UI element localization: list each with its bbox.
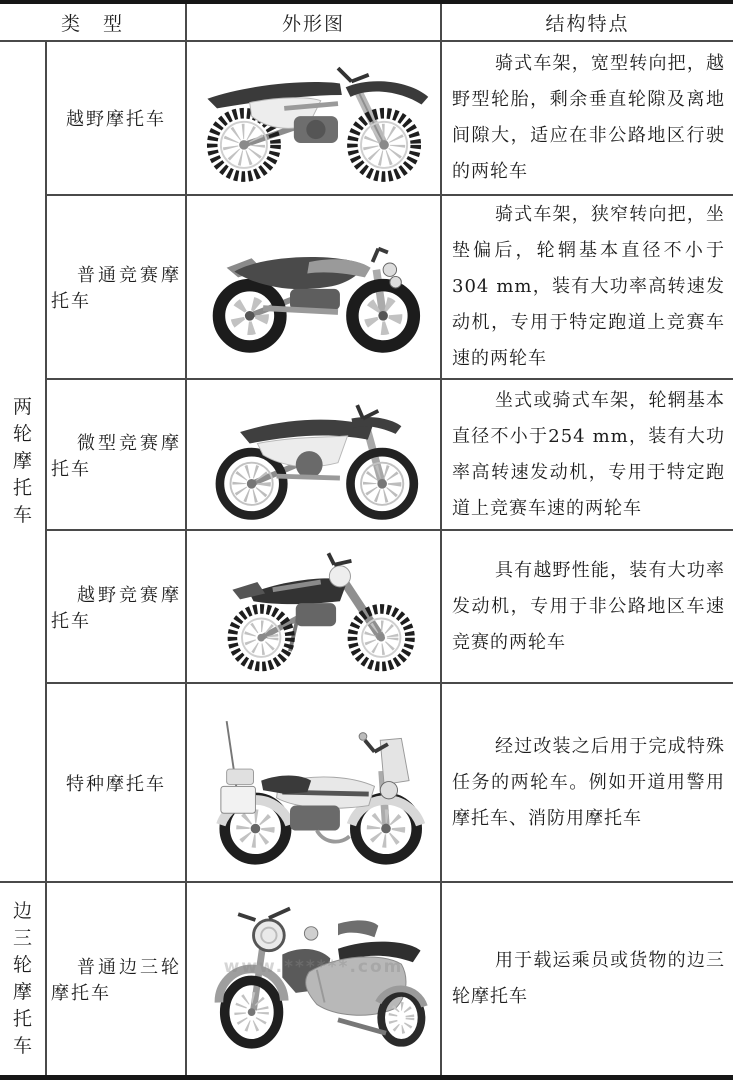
table-row-4-type bbox=[45, 531, 185, 684]
header-col-features bbox=[440, 4, 733, 42]
table-row-5-image bbox=[185, 684, 440, 883]
table-row-6-image bbox=[185, 883, 440, 1075]
header-col-type bbox=[0, 4, 185, 42]
table-row-3-type bbox=[45, 380, 185, 531]
table-row-1-type bbox=[45, 42, 185, 196]
type-label: 越野摩托车 bbox=[66, 109, 166, 130]
type-label: 普通竞赛摩托车 bbox=[51, 265, 181, 312]
road-racing-motorcycle-photo bbox=[187, 196, 440, 378]
table-row-6-features bbox=[440, 883, 733, 1075]
table-row-1-features bbox=[440, 42, 733, 196]
table-row-4-features bbox=[440, 531, 733, 684]
table-row-2-image bbox=[185, 196, 440, 380]
feature-text: 经过改装之后用于完成特殊任务的两轮车。例如开道用警用摩托车、消防用摩托车 bbox=[452, 735, 725, 829]
feature-text: 骑式车架，狭窄转向把，坐垫偏后，轮辋基本直径不小于304 mm，装有大功率高转速发动机，专用于特定跑道上竞赛车速的两轮车 bbox=[452, 204, 725, 369]
category-sidecar-label: 边三轮摩托车 bbox=[12, 900, 32, 1057]
table-row-5-features bbox=[440, 684, 733, 883]
table-row-3-features bbox=[440, 380, 733, 531]
off-road-motorcycle-photo bbox=[187, 42, 440, 194]
table-row-1-image bbox=[185, 42, 440, 196]
mini-racing-motorcycle-photo bbox=[187, 380, 440, 529]
table-row-5-type bbox=[45, 684, 185, 883]
type-label: 特种摩托车 bbox=[66, 773, 166, 795]
table-row-3-image bbox=[185, 380, 440, 531]
table-row-4-image bbox=[185, 531, 440, 684]
category-two-wheel bbox=[0, 42, 45, 883]
category-two-wheel-label: 两轮摩托车 bbox=[12, 396, 32, 526]
photo-watermark: www.******.com bbox=[223, 957, 404, 978]
category-sidecar bbox=[0, 883, 45, 1075]
table-row-2-type bbox=[45, 196, 185, 380]
header-features-label: 结构特点 bbox=[545, 12, 630, 35]
table-row-2-features bbox=[440, 196, 733, 380]
type-label: 普通边三轮摩托车 bbox=[51, 957, 181, 1004]
feature-text: 坐式或骑式车架，轮辋基本直径不小于254 mm，装有大功率高转速发动机，专用于特定跑道上竞赛车速的两轮车 bbox=[452, 389, 725, 519]
special-motorcycle-photo bbox=[187, 684, 440, 881]
off-road-racing-motorcycle-photo bbox=[187, 531, 440, 682]
sidecar-motorcycle-photo bbox=[187, 883, 440, 1075]
table-row-6-type bbox=[45, 883, 185, 1075]
feature-text: 用于载运乘员或货物的边三轮摩托车 bbox=[452, 950, 725, 1007]
header-type-label: 类 型 bbox=[60, 12, 124, 35]
header-col-image bbox=[185, 4, 440, 42]
feature-text: 骑式车架，宽型转向把，越野型轮胎，剩余垂直轮隙及离地间隙大，适应在非公路地区行驶的两轮车 bbox=[452, 53, 725, 182]
feature-text: 具有越野性能，装有大功率发动机，专用于非公路地区车速竞赛的两轮车 bbox=[452, 559, 725, 653]
header-image-label: 外形图 bbox=[281, 12, 345, 35]
type-label: 越野竞赛摩托车 bbox=[51, 584, 181, 632]
type-label: 微型竞赛摩托车 bbox=[51, 432, 181, 480]
